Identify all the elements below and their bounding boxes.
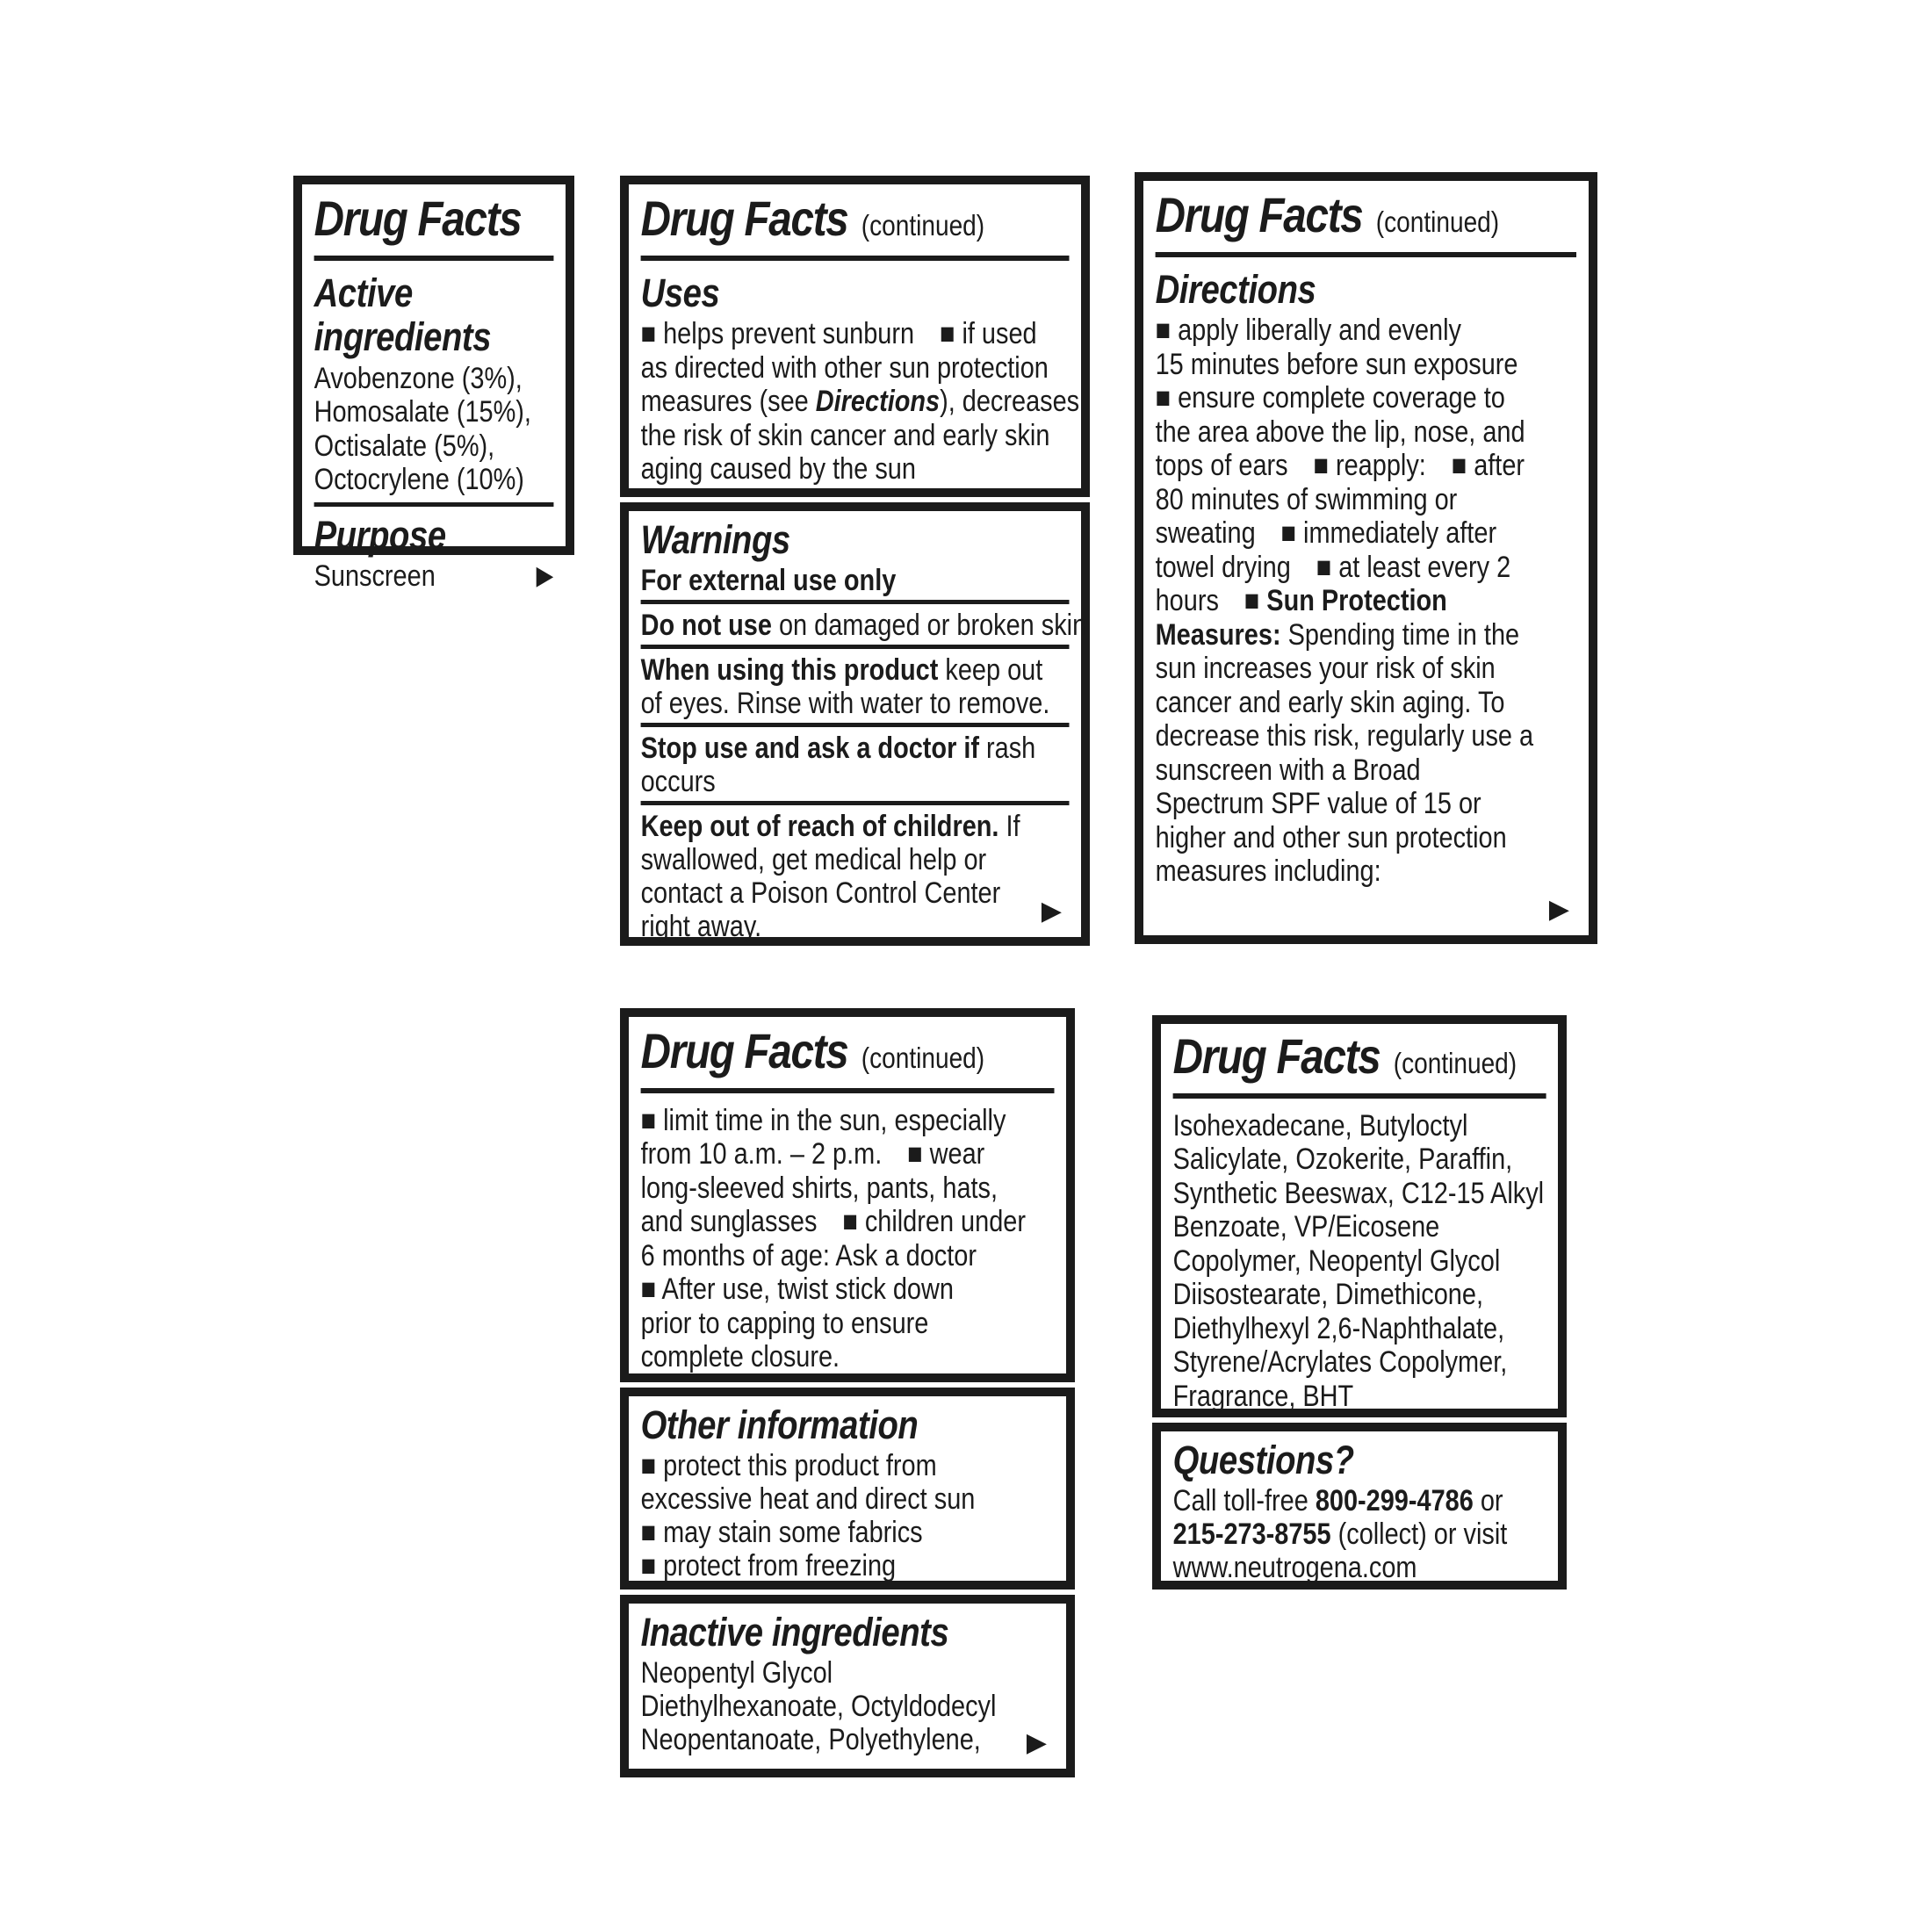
text-run: (collect) or visit [1330, 1517, 1508, 1552]
text-line: Fragrance, BHT [1172, 1379, 1354, 1413]
text-line: aging caused by the sun [640, 452, 916, 487]
text-line [1156, 584, 1577, 618]
section-heading-uses: Uses [640, 270, 720, 315]
section-heading-active-ingredients: Active ingredients [314, 270, 492, 360]
purpose-value: Sunscreen [314, 559, 436, 593]
panel-content [302, 184, 566, 600]
warning-divider [641, 645, 1070, 649]
text-line: complete closure. [640, 1340, 840, 1374]
section-heading-questions: Questions? [1172, 1438, 1354, 1482]
text-line: Diethylhexanoate, Octyldodecyl [640, 1690, 997, 1724]
text-line: the risk of skin cancer and early skin [640, 418, 1050, 452]
warning-external-use: For external use only [640, 564, 897, 598]
panel-content [629, 1604, 1066, 1763]
text-line: ■ protect from freezing [640, 1549, 897, 1583]
questions-call-line [1173, 1484, 1546, 1517]
title-divider [314, 256, 554, 261]
text-line: swallowed, get medical help or [640, 843, 987, 877]
text-line: right away. [640, 910, 762, 944]
panel-content [629, 1396, 1066, 1590]
continue-arrow-icon: ▶ [1026, 1728, 1047, 1757]
text-line: sunscreen with a Broad [1155, 753, 1421, 787]
text-line: ■ ensure complete coverage to [1155, 381, 1505, 415]
warning-stop-use [641, 732, 1070, 765]
panel-active-ingredients [293, 176, 574, 593]
text-line: Octocrylene (10%) [314, 463, 524, 497]
warning-do-not-use [640, 609, 1087, 643]
text-run: on damaged or broken skin [771, 609, 1087, 643]
panel-directions-continued [620, 1008, 1075, 1382]
text-line: sun increases your risk of skin [1155, 652, 1496, 686]
continue-arrow-icon: ▶ [536, 561, 554, 591]
text-run: or [1473, 1484, 1503, 1518]
continued-label: (continued) [1375, 205, 1500, 238]
text-run: If [998, 810, 1020, 844]
text-run: keep out [938, 653, 1043, 688]
text-line: measures including: [1155, 854, 1381, 889]
text-line: ■ protect this product from [640, 1449, 937, 1483]
text-run: measures (see [640, 385, 816, 419]
text-line: the area above the lip, nose, and [1155, 415, 1525, 449]
section-heading-purpose: Purpose [314, 512, 446, 558]
bold-lead-in: Keep out of reach of children. [640, 810, 999, 844]
panel-inactive-ingredients [620, 1595, 1075, 1777]
continue-arrow-icon: ▶ [1548, 895, 1569, 924]
text-run: Call toll-free [1172, 1484, 1316, 1518]
text-line: as directed with other sun protection [640, 350, 1049, 385]
bold-lead-in: Do not use [640, 609, 772, 643]
continued-label: (continued) [861, 1042, 985, 1074]
warning-when-using [641, 653, 1070, 687]
panel-content [629, 1017, 1066, 1381]
text-line: Spectrum SPF value of 15 or [1155, 787, 1481, 821]
panel-content [1161, 1024, 1558, 1420]
phone-number-collect: 215-273-8755 [1172, 1517, 1331, 1552]
directions-reference: Directions [815, 385, 941, 419]
text-line: Avobenzone (3%), [314, 361, 523, 395]
text-line: Homosalate (15%), [314, 395, 531, 429]
panel-warnings [620, 502, 1090, 946]
text-run: ), decreases [940, 385, 1080, 419]
bold-lead-in: Stop use and ask a doctor if [640, 732, 980, 766]
title-row [1155, 187, 1577, 242]
warning-keep-out [641, 810, 1070, 843]
text-line: ■ helps prevent sunburn ■ if used [640, 317, 1037, 351]
panel-content [629, 184, 1081, 494]
continue-arrow-icon: ▶ [1041, 897, 1062, 926]
drug-facts-title: Drug Facts [640, 191, 848, 246]
website-url: www.neutrogena.com [1172, 1551, 1417, 1585]
drug-facts-title: Drug Facts [314, 191, 522, 246]
title-divider [641, 256, 1070, 261]
warning-divider [641, 723, 1070, 727]
text-line: Diethylhexyl 2,6-Naphthalate, [1172, 1311, 1505, 1345]
purpose-value-line [314, 559, 554, 594]
text-line: contact a Poison Control Center [640, 876, 1001, 911]
text-line: from 10 a.m. – 2 p.m. ■ wear [640, 1137, 985, 1171]
title-row [640, 1023, 1055, 1078]
panel-content [1143, 181, 1589, 896]
text-line: Salicylate, Ozokerite, Paraffin, [1172, 1143, 1513, 1177]
sun-protection-lead-in: Measures: [1155, 617, 1281, 652]
text-line: and sunglasses ■ children under [640, 1205, 1026, 1239]
section-heading-inactive-ingredients: Inactive ingredients [640, 1610, 949, 1654]
panel-content [629, 511, 1087, 950]
text-line: Octisalate (5%), [314, 429, 495, 463]
text-line: occurs [640, 765, 716, 799]
section-divider [314, 502, 554, 507]
text-line: 6 months of age: Ask a doctor [640, 1238, 977, 1272]
panel-other-information [620, 1388, 1075, 1590]
text-line: sweating ■ immediately after [1155, 516, 1497, 551]
drug-facts-title: Drug Facts [1155, 187, 1363, 242]
text-line: towel drying ■ at least every 2 [1155, 550, 1511, 584]
text-line: excessive heat and direct sun [640, 1482, 976, 1517]
sun-protection-lead-in: Sun Protection [1266, 584, 1447, 618]
panel-questions [1152, 1423, 1567, 1590]
panel-content [1161, 1431, 1558, 1591]
text-line: 80 minutes of swimming or [1155, 482, 1458, 516]
title-row [314, 193, 554, 245]
continued-label: (continued) [861, 209, 985, 242]
text-line [1156, 618, 1577, 652]
text-line: ■ After use, twist stick down [640, 1272, 954, 1307]
phone-number-toll-free: 800-299-4786 [1315, 1484, 1474, 1518]
text-line: Styrene/Acrylates Copolymer, [1172, 1345, 1508, 1380]
text-line: ■ may stain some fabrics [640, 1516, 923, 1550]
drug-facts-title: Drug Facts [640, 1023, 848, 1078]
text-line: long-sleeved shirts, pants, hats, [640, 1171, 998, 1205]
drug-facts-title: Drug Facts [1172, 1028, 1381, 1084]
panel-inactive-ingredients-continued [1152, 1015, 1567, 1417]
title-divider [1173, 1093, 1546, 1099]
text-line [640, 385, 1080, 419]
text-line: Isohexadecane, Butyloctyl [1172, 1108, 1468, 1143]
title-row [1172, 1028, 1546, 1084]
continued-label: (continued) [1393, 1047, 1517, 1079]
text-line: tops of ears ■ reapply: ■ after [1155, 449, 1525, 483]
text-line: higher and other sun protection [1155, 820, 1507, 854]
text-line: 15 minutes before sun exposure [1155, 347, 1518, 381]
bold-lead-in: When using this product [640, 653, 939, 688]
warning-divider [641, 801, 1070, 805]
section-heading-warnings: Warnings [640, 517, 790, 562]
panel-uses [620, 176, 1090, 497]
text-line: Neopentyl Glycol [640, 1656, 833, 1690]
title-divider [1156, 252, 1577, 257]
text-line: Diisostearate, Dimethicone, [1172, 1278, 1483, 1312]
text-line: ■ limit time in the sun, especially [640, 1103, 1006, 1137]
text-run: hours ■ [1155, 584, 1267, 618]
text-line: Benzoate, VP/Eicosene [1172, 1210, 1440, 1244]
warning-divider [641, 600, 1070, 604]
panel-directions [1135, 172, 1597, 944]
text-line: cancer and early skin aging. To [1155, 685, 1505, 719]
text-run: rash [979, 732, 1036, 766]
text-line: Copolymer, Neopentyl Glycol [1172, 1244, 1501, 1278]
text-line: of eyes. Rinse with water to remove. [640, 687, 1050, 721]
text-line: Synthetic Beeswax, C12-15 Alkyl [1172, 1176, 1545, 1210]
questions-collect-line [1173, 1517, 1546, 1551]
section-heading-other-information: Other information [640, 1402, 919, 1447]
text-line: prior to capping to ensure [640, 1306, 929, 1340]
section-heading-directions: Directions [1155, 266, 1316, 312]
text-line: decrease this risk, regularly use a [1155, 719, 1534, 753]
title-divider [641, 1088, 1055, 1093]
title-row [641, 193, 1070, 245]
text-run: Spending time in the [1280, 617, 1520, 652]
text-line: ■ apply liberally and evenly [1155, 314, 1462, 348]
text-line: Neopentanoate, Polyethylene, [640, 1723, 981, 1757]
